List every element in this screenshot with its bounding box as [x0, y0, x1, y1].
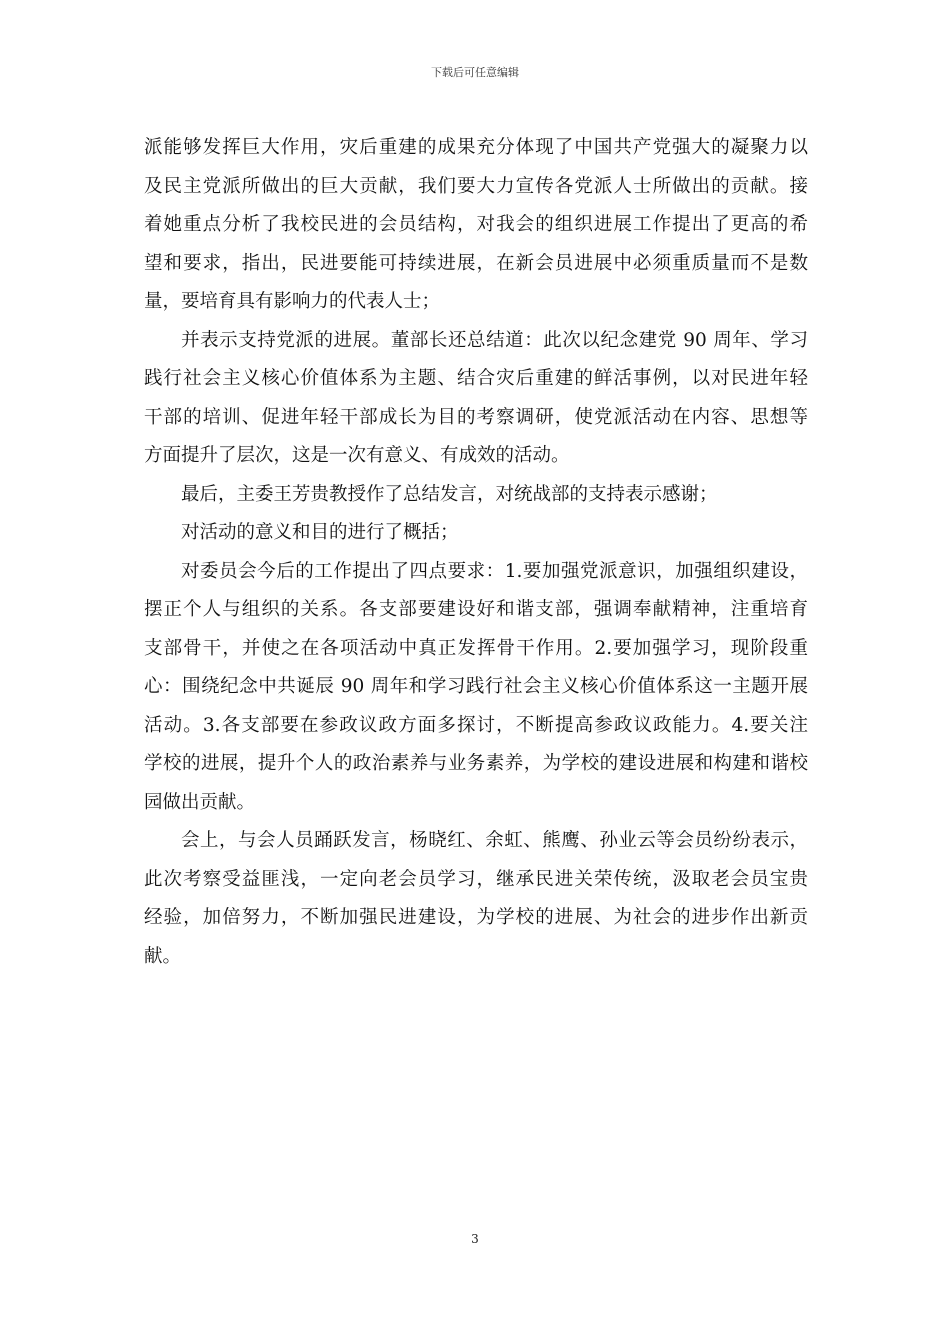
- text-line: 园做出贡献。: [144, 791, 256, 813]
- text-line: 及民主党派所做出的巨大贡献，我们要大力宣传各党派人士所做出的贡献。接: [144, 175, 808, 197]
- text-line: 对委员会今后的工作提出了四点要求：1.要加强党派意识，加强组织建设，: [181, 560, 808, 582]
- text-line: 量，要培育具有影响力的代表人士；: [144, 291, 441, 312]
- text-line: 会上，与会人员踊跃发言，杨晓红、余虹、熊鹰、孙业云等会员纷纷表示，: [181, 830, 808, 851]
- page-header-note: 下载后可任意编辑: [431, 66, 519, 79]
- text-line: 践行社会主义核心价值体系为主题、结合灾后重建的鲜活事例，以对民进年轻: [144, 368, 808, 389]
- text-line: 着她重点分析了我校民进的会员结构，对我会的组织进展工作提出了更高的希: [144, 214, 808, 235]
- text-line: 经验，加倍努力，不断加强民进建设，为学校的进展、为社会的进步作出新贡: [144, 907, 808, 928]
- text-line: 学校的进展，提升个人的政治素养与业务素养，为学校的建设进展和构建和谐校: [144, 753, 808, 774]
- page-number: 3: [471, 1232, 479, 1246]
- text-line: 方面提升了层次，这是一次有意义、有成效的活动。: [144, 445, 570, 466]
- text-line: 干部的培训、促进年轻干部成长为目的考察调研，使党派活动在内容、思想等: [144, 406, 808, 428]
- text-line: 支部骨干，并使之在各项活动中真正发挥骨干作用。2.要加强学习，现阶段重: [144, 637, 808, 659]
- text-line: 望和要求，指出，民进要能可持续进展，在新会员进展中必须重质量而不是数: [144, 252, 808, 274]
- text-line: 对活动的意义和目的进行了概括；: [181, 522, 459, 543]
- text-line: 派能够发挥巨大作用，灾后重建的成果充分体现了中国共产党强大的凝聚力以: [144, 137, 808, 158]
- text-line: 献。: [144, 945, 182, 967]
- text-line: 并表示支持党派的进展。董部长还总结道：此次以纪念建党 90 周年、学习: [181, 329, 808, 351]
- text-line: 此次考察受益匪浅，一定向老会员学习，继承民进关荣传统，汲取老会员宝贵: [144, 868, 808, 890]
- text-line: 最后，主委王芳贵教授作了总结发言，对统战部的支持表示感谢；: [181, 483, 718, 505]
- text-line: 心：围绕纪念中共诞辰 90 周年和学习践行社会主义核心价值体系这一主题开展: [144, 676, 808, 697]
- document-body: [144, 129, 808, 976]
- text-line: 活动。3.各支部要在参政议政方面多探讨，不断提高参政议政能力。4.要关注: [144, 714, 808, 736]
- text-line: 摆正个人与组织的关系。各支部要建设好和谐支部，强调奉献精神，注重培育: [144, 599, 808, 620]
